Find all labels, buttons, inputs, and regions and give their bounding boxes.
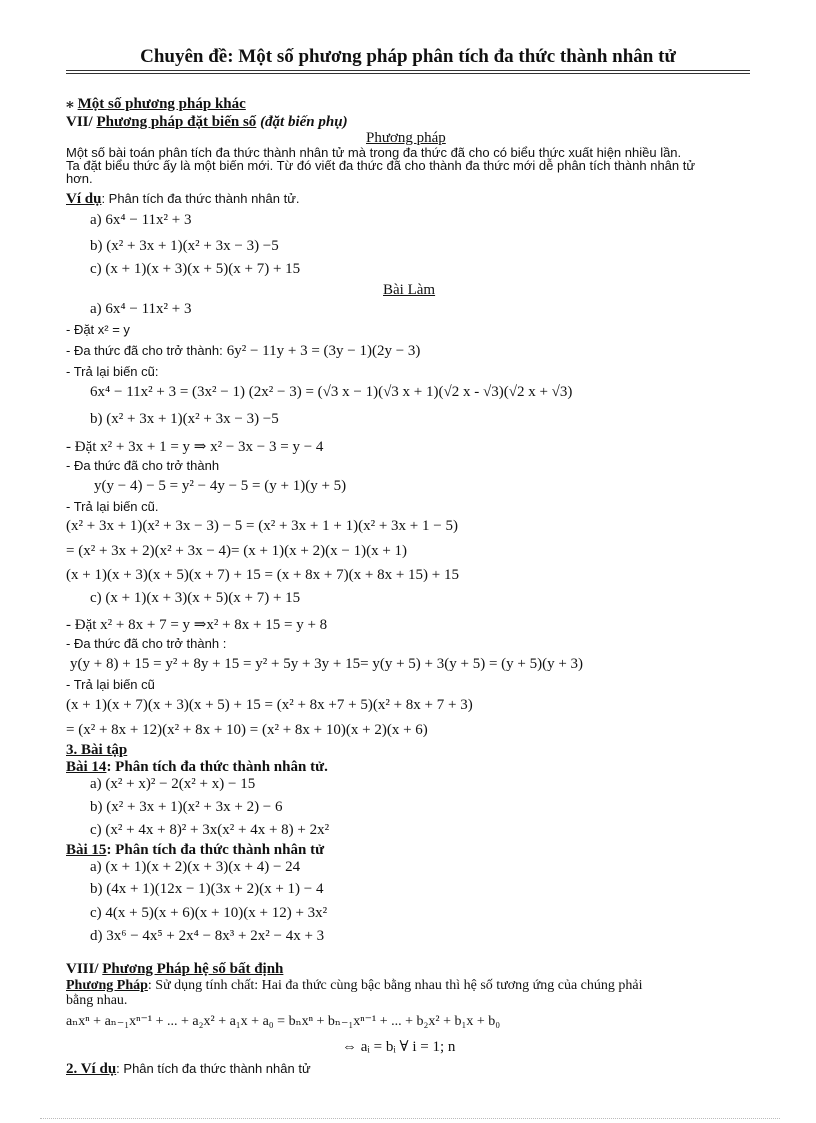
solution-b-step5: (x² + 3x + 1)(x² + 3x − 3) − 5 = (x² + 3x + 1 + 1)(x² + 3x + 1 − 5)	[66, 518, 458, 534]
solution-c-step3: y(y + 8) + 15 = y² + 8y + 15 = y² + 5y + 3y + 15= y(y + 5) + 3(y + 5) = (y + 5)(y + 3)	[70, 656, 584, 672]
example-b: b) (x² + 3x + 1)(x² + 3x − 3) −5	[90, 238, 279, 254]
solution-c-step6: = (x² + 8x + 12)(x² + 8x + 10) = (x² + 8x + 10)(x + 2)(x + 6)	[66, 722, 428, 738]
solution-b-step7: (x + 1)(x + 3)(x + 5)(x + 7) + 15 = (x + 8x + 7)(x + 8x + 15) + 15	[66, 567, 459, 583]
example-c: c) (x + 1)(x + 3)(x + 5)(x + 7) + 15	[90, 261, 301, 277]
example-2-text: : Phân tích đa thức thành nhân tử	[116, 1061, 311, 1076]
solution-b-step1: - Đặt x² + 3x + 1 = y ⇒ x² − 3x − 3 = y − 4	[66, 439, 324, 455]
solution-a-step1: - Đặt x² = y	[66, 322, 130, 337]
method-paragraph	[66, 146, 695, 185]
solution-b: b) (x² + 3x + 1)(x² + 3x − 3) −5	[90, 411, 279, 427]
example-2-heading	[66, 1060, 311, 1078]
example-heading	[66, 190, 300, 208]
bai14-a: a) (x² + x)² − 2(x² + x) − 15	[90, 776, 256, 792]
solution-b-step2: - Đa thức đã cho trở thành	[66, 458, 220, 473]
solution-c-step4: - Trả lại biến cũ	[66, 677, 155, 692]
bai14-text: : Phân tích đa thức thành nhân tử.	[106, 759, 328, 775]
bai15-c: c) 4(x + 5)(x + 6)(x + 10)(x + 12) + 3x²	[90, 905, 328, 921]
bai15-d: d) 3x⁶ − 4x⁵ + 2x⁴ − 8x³ + 2x² − 4x + 3	[90, 928, 325, 944]
page-title: Chuyên đề: Một số phương pháp phân tích đa thức thành nhân tử	[140, 46, 676, 67]
method-line: Ta đặt biểu thức ấy là một biến mới. Từ đó viết đa thức đã cho thành đa thức mới dễ phân tích thành nhân tử	[66, 158, 696, 173]
solution-b-step3: y(y − 4) − 5 = y² − 4y − 5 = (y + 1)(y + 5)	[94, 478, 347, 494]
section-7-method: Phương pháp đặt biến số	[96, 114, 257, 130]
solution-a-step2-text: - Đa thức đã cho trở thành:	[66, 343, 223, 358]
bai15-heading	[66, 842, 324, 859]
solution-b-step6: = (x² + 3x + 2)(x² + 3x − 4)= (x + 1)(x + 2)(x − 1)(x + 1)	[66, 543, 408, 559]
example-label: Ví dụ	[66, 191, 102, 207]
example-2-label: 2. Ví dụ	[66, 1061, 117, 1077]
page-bottom-border	[40, 1118, 780, 1119]
bai15-b: b) (4x + 1)(12x − 1)(3x + 2)(x + 1) − 4	[90, 881, 324, 897]
bai15-label: Bài 15	[66, 842, 107, 858]
section-7-heading	[66, 114, 348, 131]
section-8-line-2: bằng nhau.	[66, 993, 128, 1008]
solution-heading: Bài Làm	[383, 282, 436, 298]
section-8-number: VIII/	[66, 961, 99, 977]
method-heading: Phương pháp	[366, 130, 446, 146]
bai14-c: c) (x² + 4x + 8)² + 3x(x² + 4x + 8) + 2x²	[90, 822, 330, 838]
example-text: : Phân tích đa thức thành nhân tử.	[101, 191, 300, 206]
section-8-method: Phương Pháp hệ số bất định	[102, 961, 284, 977]
bullet-icon: ⁎	[66, 96, 78, 112]
section-8-heading	[66, 961, 283, 978]
section-other	[66, 94, 246, 113]
section-7-number: VII/	[66, 114, 93, 130]
solution-a-step2-math: 6y² − 11y + 3 = (3y − 1)(2y − 3)	[226, 343, 421, 359]
section-8-text: : Sử dụng tính chất: Hai đa thức cùng bậc bằng nhau thì hệ số tương ứng của chúng phải	[147, 978, 643, 993]
exercise-heading: 3. Bài tập	[66, 742, 128, 758]
bai14-heading	[66, 759, 328, 776]
example-a: a) 6x⁴ − 11x² + 3	[90, 212, 192, 228]
solution-a-step2	[66, 342, 420, 360]
solution-c-step1: - Đặt x² + 8x + 7 = y ⇒x² + 8x + 15 = y + 8	[66, 617, 328, 633]
title-rule-2	[66, 73, 750, 74]
section-7-note: (đặt biến phụ)	[260, 114, 348, 130]
section-8-formula: aₙxⁿ + aₙ₋₁xⁿ⁻¹ + ... + a₂x² + a₁x + a₀ = bₙxⁿ + bₙ₋₁xⁿ⁻¹ + ... + b₂x² + b₁x + b₀	[66, 1014, 501, 1029]
section-8-line-1	[66, 978, 643, 993]
bai14-label: Bài 14	[66, 759, 107, 775]
bai15-a: a) (x + 1)(x + 2)(x + 3)(x + 4) − 24	[90, 859, 301, 875]
section-8-paragraph	[66, 978, 643, 1008]
method-line: Một số bài toán phân tích đa thức thành nhân tử mà trong đa thức đã cho có biểu thức xuất hiện nhiều lần.	[66, 145, 682, 160]
bai14-b: b) (x² + 3x + 1)(x² + 3x + 2) − 6	[90, 799, 283, 815]
solution-c-step2: - Đa thức đã cho trở thành :	[66, 636, 227, 651]
solution-a-result: 6x⁴ − 11x² + 3 = (3x² − 1) (2x² − 3) = (√3 x − 1)(√3 x + 1)(√2 x - √3)(√2 x + √3)	[90, 384, 573, 400]
solution-a-step3: - Trả lại biến cũ:	[66, 364, 159, 379]
solution-c-step5: (x + 1)(x + 7)(x + 3)(x + 5) + 15 = (x² + 8x +7 + 5)(x² + 8x + 7 + 3)	[66, 697, 473, 713]
title-rule	[66, 70, 750, 71]
section-8-formula-2: ⇔ aᵢ = bᵢ ∀ i = 1; n	[342, 1039, 456, 1055]
section-other-label: Một số phương pháp khác	[77, 96, 246, 112]
solution-a: a) 6x⁴ − 11x² + 3	[90, 301, 192, 317]
solution-b-step4: - Trả lại biến cũ.	[66, 499, 159, 514]
solution-c: c) (x + 1)(x + 3)(x + 5)(x + 7) + 15	[90, 590, 301, 606]
bai15-text: : Phân tích đa thức thành nhân tử	[106, 842, 325, 858]
section-8-label: Phương Pháp	[66, 978, 148, 993]
method-line: hơn.	[66, 171, 93, 186]
